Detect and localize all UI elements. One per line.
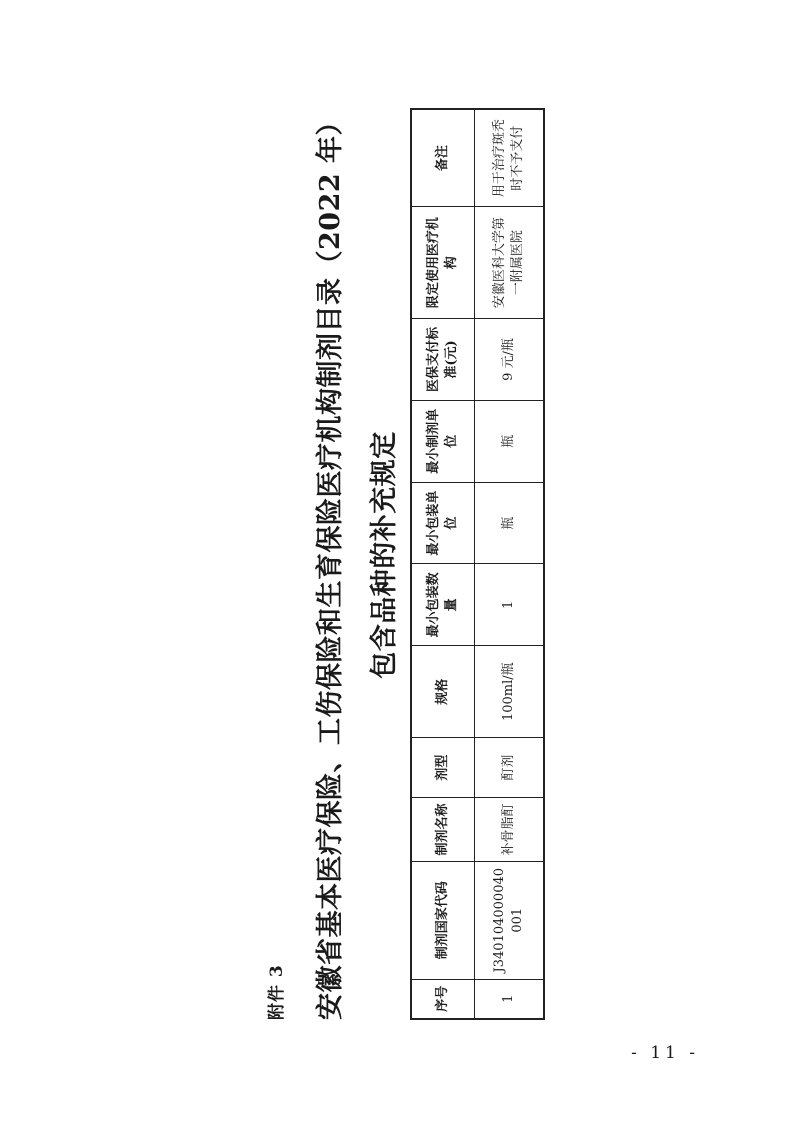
- header-restricted-institution: 限定使用医疗机构: [411, 207, 475, 319]
- cell-dosage-form: 酊剂: [475, 738, 545, 798]
- cell-index: 1: [475, 979, 545, 1019]
- cell-payment-standard: 9 元/瓶: [475, 319, 545, 401]
- header-payment-standard: 医保支付标准(元): [411, 319, 475, 401]
- cell-min-package-qty: 1: [475, 564, 545, 646]
- cell-specification: 100ml/瓶: [475, 646, 545, 738]
- cell-remarks: 用于治疗斑秃时不予支付: [475, 109, 545, 207]
- header-specification: 规格: [411, 646, 475, 738]
- document-title-line-2: 包含品种的补充规定: [369, 431, 400, 679]
- header-min-package-qty: 最小包装数量: [411, 564, 475, 646]
- header-min-preparation-unit: 最小制剂单位: [411, 400, 475, 482]
- header-preparation-name: 制剂名称: [411, 798, 475, 862]
- cell-preparation-name: 补骨脂酊: [475, 798, 545, 862]
- page-number: - 11 -: [631, 1043, 699, 1063]
- cell-min-preparation-unit: 瓶: [475, 400, 545, 482]
- table-header-row: [411, 109, 475, 1019]
- attachment-label: 附件 3: [267, 964, 287, 1020]
- cell-restricted-institution: 安徽医科大学第一附属医院: [475, 207, 545, 319]
- document-title-line-1: 安徽省基本医疗保险、工伤保险和生育保险医疗机构制剂目录（2022 年）: [315, 107, 346, 1020]
- table-row: [475, 109, 545, 1019]
- header-remarks: 备注: [411, 109, 475, 207]
- header-min-package-unit: 最小包装单位: [411, 482, 475, 564]
- preparation-catalog-table: [410, 108, 545, 1020]
- header-dosage-form: 剂型: [411, 738, 475, 798]
- cell-min-package-unit: 瓶: [475, 482, 545, 564]
- rotated-content: [250, 90, 530, 1020]
- header-index: 序号: [411, 979, 475, 1019]
- cell-national-code: J340104000040001: [475, 861, 545, 979]
- header-national-code: 制剂国家代码: [411, 861, 475, 979]
